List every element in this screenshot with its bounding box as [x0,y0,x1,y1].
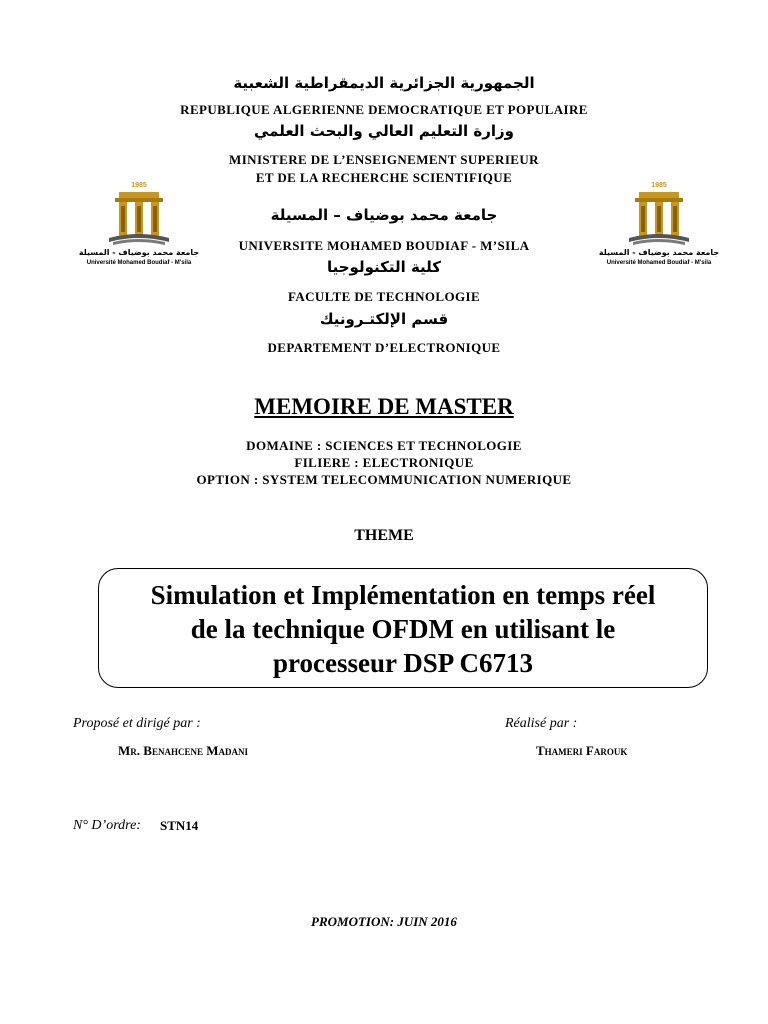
author-name: Thameri Farouk [536,743,628,758]
faculty-arabic: كلية التكنولوجيا [326,258,442,276]
order-label: N° D’ordre: [73,818,141,833]
university-logo-right: 1985 جامعة محمد بوضياف - المسيلة Université Mohamed Boudiaf - M'sila [598,182,720,266]
document-type: MEMOIRE DE MASTER [254,394,514,419]
author-label: Réalisé par : [505,716,578,731]
department-french: DEPARTEMENT D’ELECTRONIQUE [267,340,501,355]
theme-title-line-2: de la technique OFDM en utilisant le [190,614,616,644]
university-logo-left: 1985 جامعة محمد بوضياف - المسيلة Université Mohamed Boudiaf - M'sila [78,182,200,266]
field-line: FILIERE : ELECTRONIQUE [294,455,474,470]
republic-arabic: الجمهورية الجزائرية الديمقراطية الشعبية [233,74,535,92]
supervisor-name: Mr. Benahcene Madani [118,743,248,758]
supervisor-label: Proposé et dirigé par : [73,716,201,731]
ministry-french-line1: MINISTERE DE L’ENSEIGNEMENT SUPERIEUR [229,152,539,167]
option-line: OPTION : SYSTEM TELECOMMUNICATION NUMERIQUE [196,472,572,487]
university-arabic: جامعة محمد بوضياف – المسيلة [270,206,498,224]
university-french: UNIVERSITE MOHAMED BOUDIAF - M’SILA [238,238,530,253]
department-arabic: قسم الإلكتـرونيك [319,310,449,328]
faculty-french: FACULTE DE TECHNOLOGIE [287,289,481,304]
domain-line: DOMAINE : SCIENCES ET TECHNOLOGIE [246,438,522,453]
theme-title-line-3: processeur DSP C6713 [272,648,533,678]
order-number: STN14 [160,818,199,833]
republic-french: REPUBLIQUE ALGERIENNE DEMOCRATIQUE ET POPULAIRE [180,102,588,117]
ministry-french-line2: ET DE LA RECHERCHE SCIENTIFIQUE [255,170,513,185]
ministry-arabic: وزارة التعليم العالي والبحث العلمي [253,122,515,140]
theme-label: THEME [354,527,414,544]
theme-title-line-1: Simulation et Implémentation en temps réel [150,580,656,610]
promotion: PROMOTION: JUIN 2016 [311,914,457,929]
